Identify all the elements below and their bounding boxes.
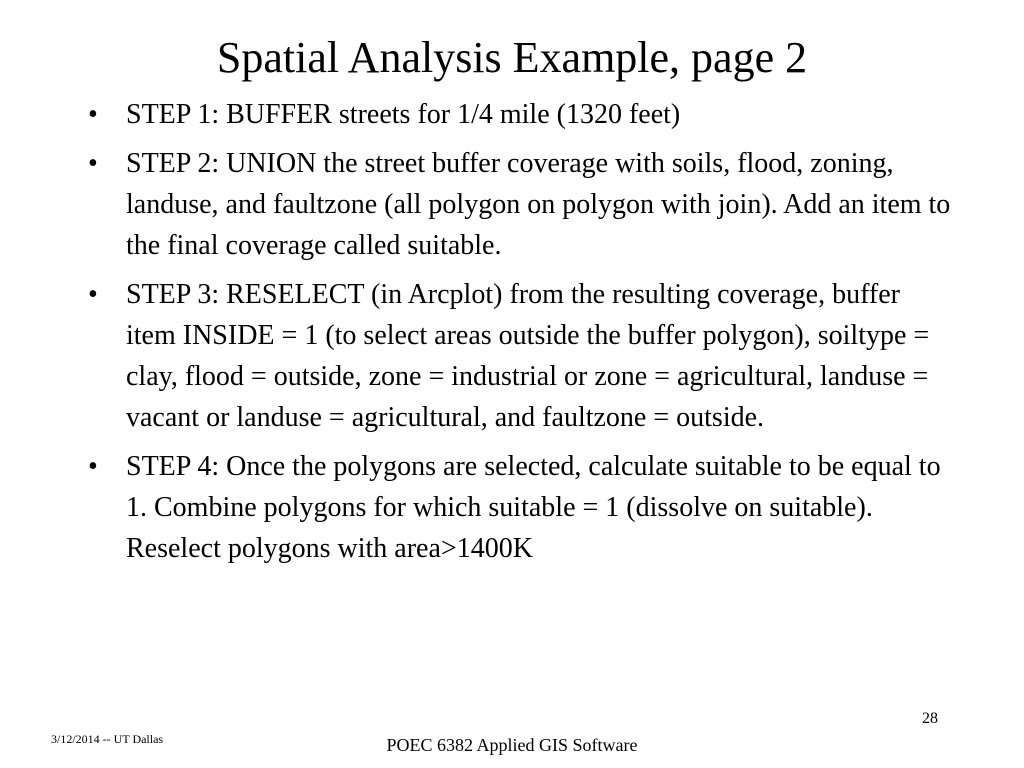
bullet-dot-icon: • <box>88 279 98 310</box>
bullet-text: STEP 2: UNION the street buffer coverage with soils, flood, zoning, landuse, and faultzone (all polygon on polygon with join). Add an item to the final coverage called suitable. <box>126 148 951 261</box>
footer-course-title: POEC 6382 Applied GIS Software <box>386 735 638 755</box>
bullet-text: STEP 3: RESELECT (in Arcplot) from the resulting coverage, buffer item INSIDE = 1 (to select areas outside the buffer polygon), soiltype = clay, flood = outside, zone = industrial or zone = agricultural, landuse = vacant or landuse = agricultural, and faultzone = outside. <box>126 279 930 433</box>
bullet-step-1 <box>84 94 954 135</box>
bullet-dot-icon: • <box>88 451 98 482</box>
footer-date: 3/12/2014 -- UT Dallas <box>51 732 164 746</box>
bullet-list <box>84 94 954 577</box>
bullet-dot-icon: • <box>88 148 98 179</box>
bullet-dot-icon: • <box>88 99 98 130</box>
bullet-step-2 <box>84 143 954 266</box>
slide-title: Spatial Analysis Example, page 2 <box>216 33 808 82</box>
slide-number: 28 <box>922 710 938 727</box>
bullet-step-4 <box>84 446 954 569</box>
bullet-text: STEP 1: BUFFER streets for 1/4 mile (1320 feet) <box>126 99 681 130</box>
bullet-text: STEP 4: Once the polygons are selected, calculate suitable to be equal to 1. Combine polygons for which suitable = 1 (dissolve on suitable). Reselect polygons with area>1400K <box>126 451 941 564</box>
bullet-step-3 <box>84 274 954 438</box>
